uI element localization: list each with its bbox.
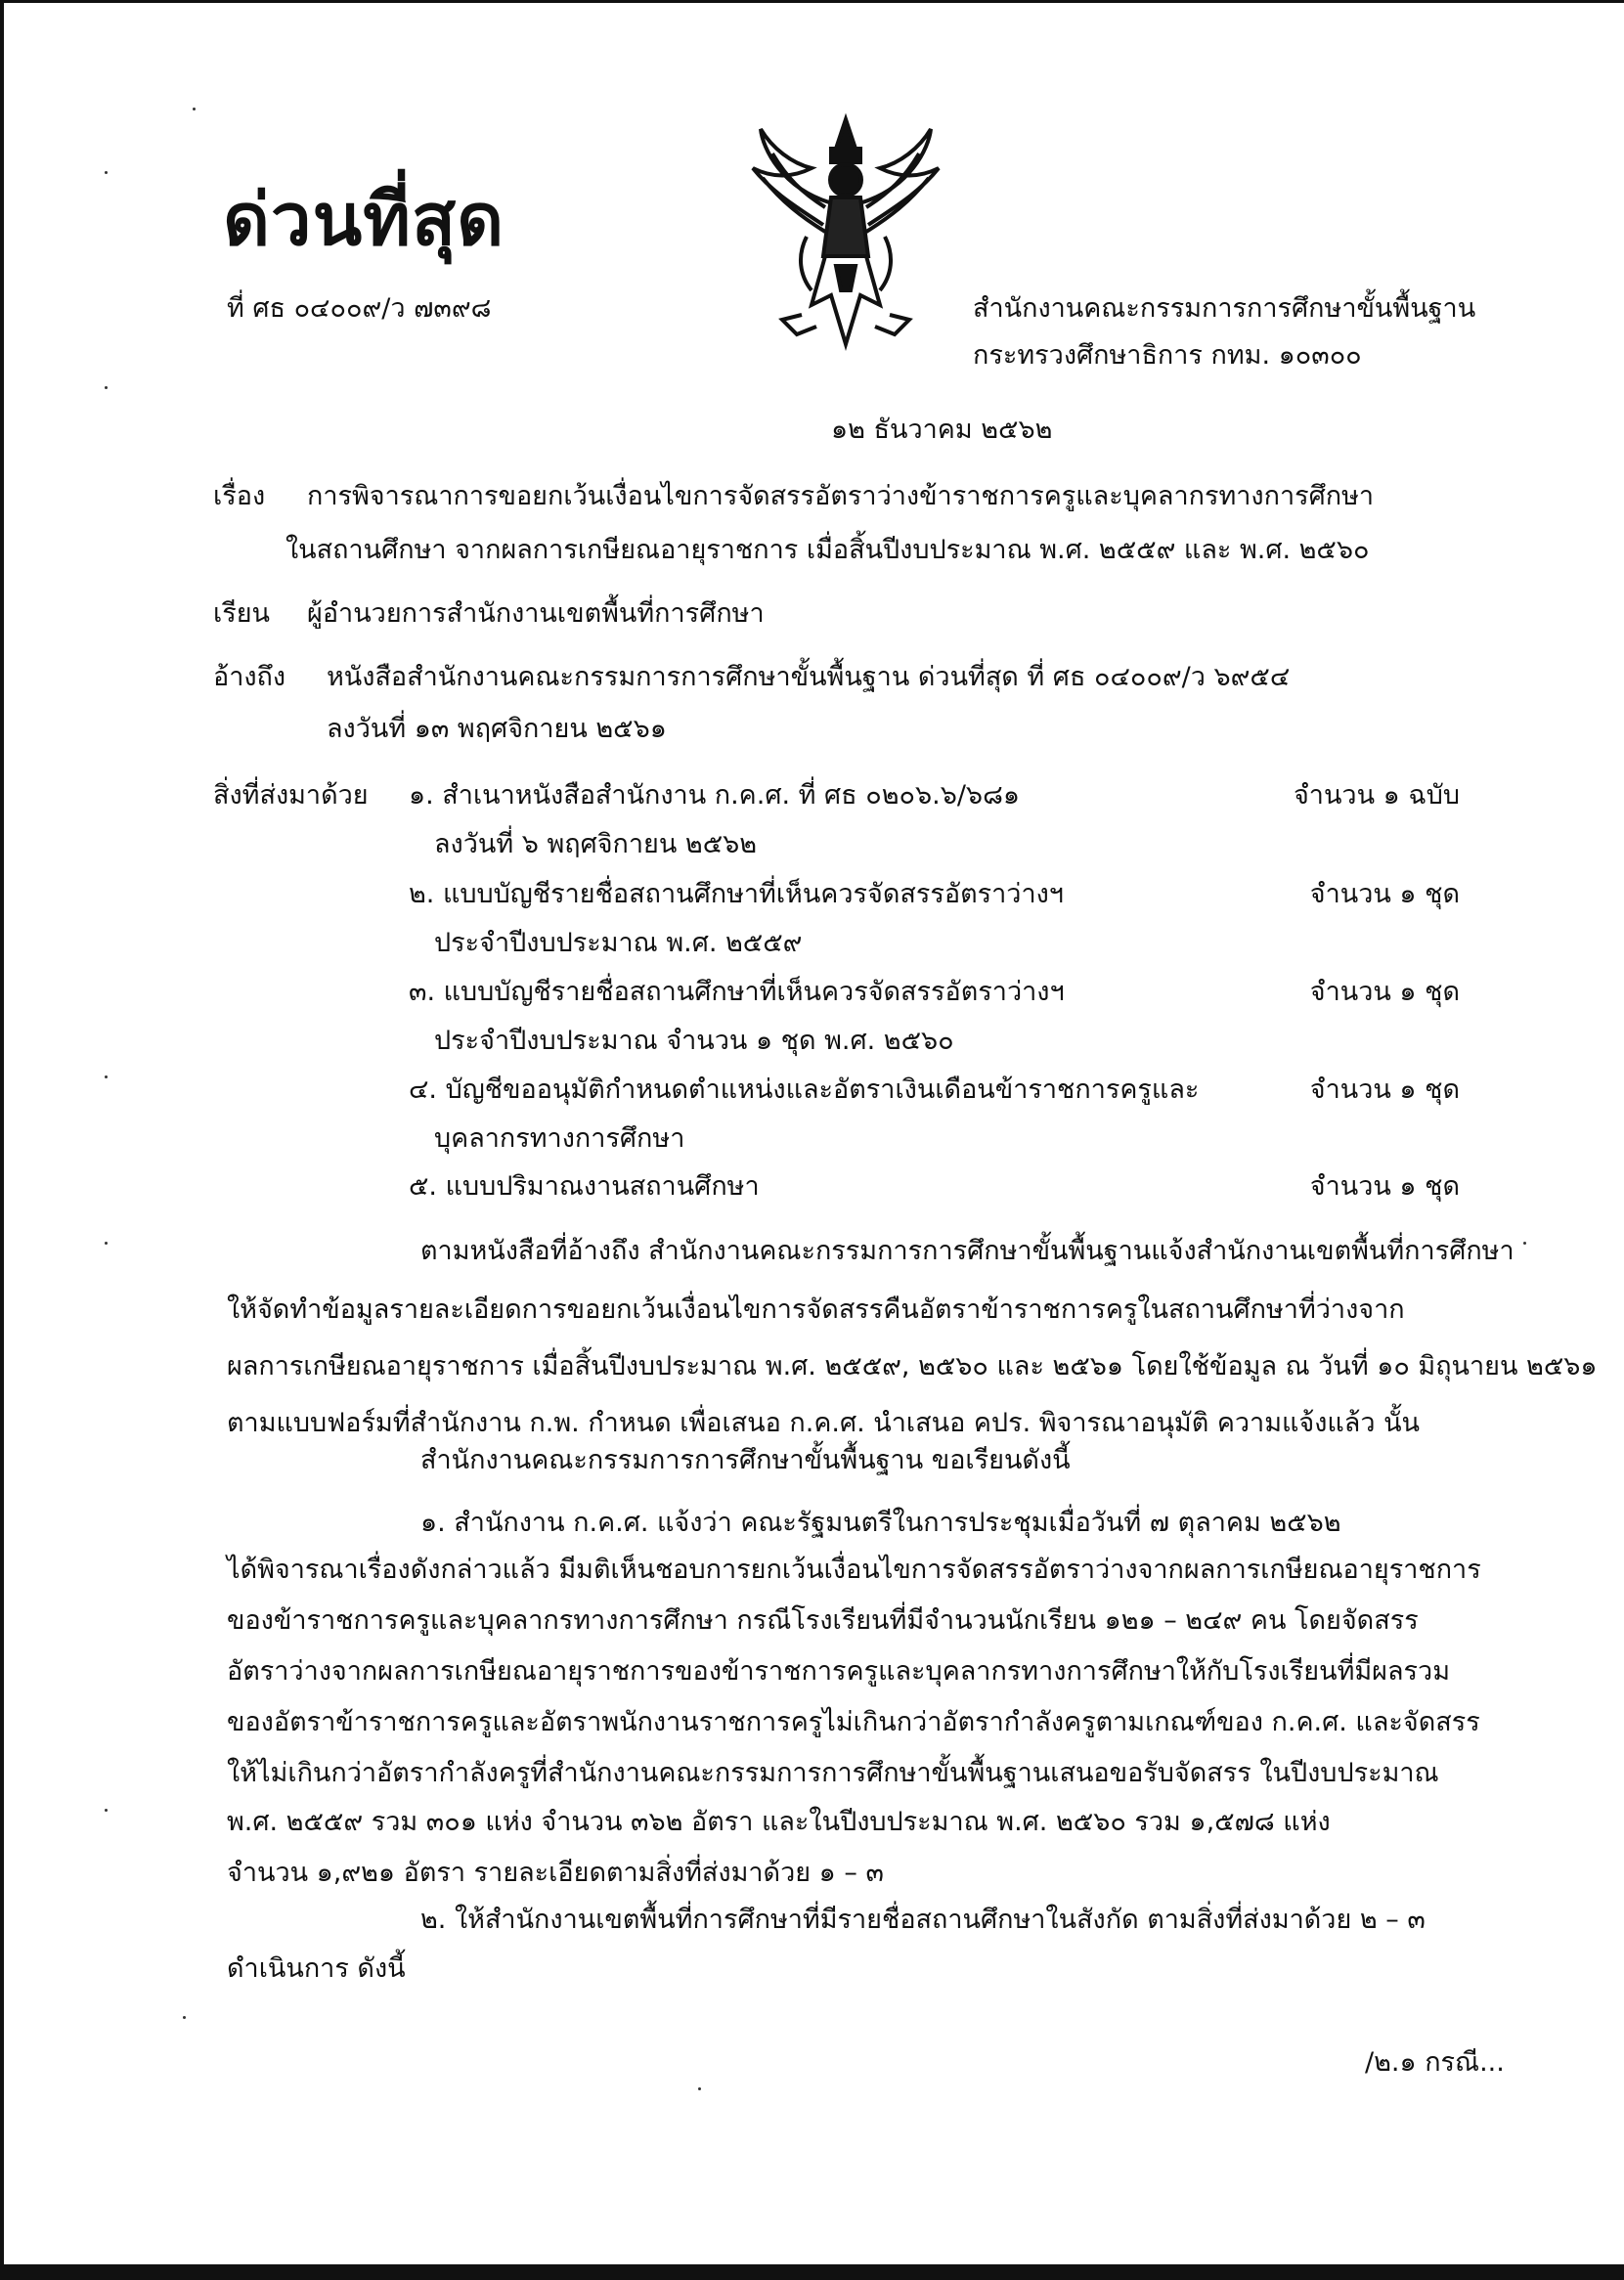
enclosure-item-1-line-2: ลงวันที่ ๖ พฤศจิกายน ๒๕๖๒ [434,829,758,859]
subject-line-1: การพิจารณาการขอยกเว้นเงื่อนไขการจัดสรรอัตราว่างข้าราชการครูและบุคลากรทางการศึกษา [307,481,1375,511]
body-para-2-line-7: พ.ศ. ๒๕๕๙ รวม ๓๐๑ แห่ง จำนวน ๓๖๒ อัตรา และในปีงบประมาณ พ.ศ. ๒๕๖๐ รวม ๑,๕๗๘ แห่ง [227,1807,1331,1837]
enclosure-item-2-line-1: ๒. แบบบัญชีรายชื่อสถานศึกษาที่เห็นควรจัดสรรอัตราว่างฯ [409,879,1064,909]
reference-line-2: ลงวันที่ ๑๓ พฤศจิกายน ๒๕๖๑ [327,714,667,744]
body-para-3-line-1: ๒. ให้สำนักงานเขตพื้นที่การศึกษาที่มีรายชื่อสถานศึกษาในสังกัด ตามสิ่งที่ส่งมาด้วย ๒ – ๓ [420,1905,1426,1935]
enclosures-label: สิ่งที่ส่งมาด้วย [213,780,369,811]
agency-address: กระทรวงศึกษาธิการ กทม. ๑๐๓๐๐ [973,340,1362,371]
scan-speck [1523,1242,1526,1245]
scan-speck [698,2087,701,2090]
enclosure-item-4-line-1: ๔. บัญชีขออนุมัติกำหนดตำแหน่งและอัตราเงินเดือนข้าราชการครูและ [409,1074,1200,1105]
enclosure-item-3-line-2: ประจำปีงบประมาณ จำนวน ๑ ชุด พ.ศ. ๒๕๖๐ [434,1026,954,1056]
scan-speck [105,171,108,174]
urgency-heading: ด่วนที่สุด [223,178,505,262]
addressee-text: ผู้อำนวยการสำนักงานเขตพื้นที่การศึกษา [307,598,765,629]
garuda-emblem-icon [743,110,948,354]
scan-speck [105,1809,108,1812]
enclosure-item-2-qty: จำนวน ๑ ชุด [1309,879,1460,909]
enclosure-item-3-line-1: ๓. แบบบัญชีรายชื่อสถานศึกษาที่เห็นควรจัดสรรอัตราว่างฯ [409,977,1065,1007]
enclosure-item-4-line-2: บุคลากรทางการศึกษา [434,1123,685,1154]
scan-speck [105,1075,108,1078]
body-para-1-line-2: ให้จัดทำข้อมูลรายละเอียดการขอยกเว้นเงื่อนไขการจัดสรรคืนอัตราข้าราชการครูในสถานศึกษาที่ว่างจาก [227,1294,1405,1325]
body-para-2-line-8: จำนวน ๑,๙๒๑ อัตรา รายละเอียดตามสิ่งที่ส่งมาด้วย ๑ – ๓ [227,1858,884,1888]
body-para-2-line-1: ๑. สำนักงาน ก.ค.ศ. แจ้งว่า คณะรัฐมนตรีในการประชุมเมื่อวันที่ ๗ ตุลาคม ๒๕๖๒ [420,1508,1341,1538]
enclosure-item-1-qty: จำนวน ๑ ฉบับ [1293,780,1460,811]
enclosure-item-4-qty: จำนวน ๑ ชุด [1309,1074,1460,1105]
scan-border-bottom [0,2264,1624,2280]
scan-speck [105,386,108,389]
addressee-label: เรียน [213,598,271,629]
scan-speck [193,108,196,110]
enclosure-item-2-line-2: ประจำปีงบประมาณ พ.ศ. ๒๕๕๙ [434,928,803,958]
scan-speck [105,1242,108,1245]
subject-line-2: ในสถานศึกษา จากผลการเกษียณอายุราชการ เมื่อสิ้นปีงบประมาณ พ.ศ. ๒๕๕๙ และ พ.ศ. ๒๕๖๐ [285,535,1370,565]
scan-speck [183,2016,186,2019]
enclosure-item-1-line-1: ๑. สำเนาหนังสือสำนักงาน ก.ค.ศ. ที่ ศธ ๐๒๐๖.๖/๖๘๑ [409,780,1021,811]
body-para-2-line-4: อัตราว่างจากผลการเกษียณอายุราชการของข้าราชการครูและบุคลากรทางการศึกษาให้กับโรงเรียนที่มีผลรวม [227,1656,1450,1687]
subject-label: เรื่อง [213,481,266,511]
enclosure-item-5-line-1: ๕. แบบปริมาณงานสถานศึกษา [409,1171,760,1202]
body-para-1-line-3: ผลการเกษียณอายุราชการ เมื่อสิ้นปีงบประมาณ พ.ศ. ๒๕๕๙, ๒๕๖๐ และ ๒๕๖๑ โดยใช้ข้อมูล ณ วันที่ ๑๐ มิถุนายน ๒๕๖๑ [227,1351,1598,1381]
scan-border-top [0,0,1624,3]
body-para-2-line-2: ได้พิจารณาเรื่องดังกล่าวแล้ว มีมติเห็นชอบการยกเว้นเงื่อนไขการจัดสรรอัตราว่างจากผลการเกษียณอายุราชการ [227,1555,1481,1585]
agency-name: สำนักงานคณะกรรมการการศึกษาขั้นพื้นฐาน [973,293,1476,324]
body-intro: สำนักงานคณะกรรมการการศึกษาขั้นพื้นฐาน ขอเรียนดังนี้ [420,1445,1071,1475]
body-para-2-line-6: ให้ไม่เกินกว่าอัตรากำลังครูที่สำนักงานคณะกรรมการการศึกษาขั้นพื้นฐานเสนอขอรับจัดสรร ในปีงบประมาณ [227,1758,1439,1788]
body-para-3-line-2: ดำเนินการ ดังนี้ [227,1953,406,1984]
enclosure-item-5-qty: จำนวน ๑ ชุด [1309,1171,1460,1202]
body-para-1-line-4: ตามแบบฟอร์มที่สำนักงาน ก.พ. กำหนด เพื่อเสนอ ก.ค.ศ. นำเสนอ คปร. พิจารณาอนุมัติ ความแจ้งแล้ว นั้น [227,1408,1421,1438]
reference-line-1: หนังสือสำนักงานคณะกรรมการการศึกษาขั้นพื้นฐาน ด่วนที่สุด ที่ ศธ ๐๔๐๐๙/ว ๖๙๕๔ [327,662,1291,692]
document-date: ๑๒ ธันวาคม ๒๕๖๒ [831,415,1053,445]
body-para-2-line-5: ของอัตราข้าราชการครูและอัตราพนักงานราชการครูไม่เกินกว่าอัตรากำลังครูตามเกณฑ์ของ ก.ค.ศ. และจัดสรร [227,1707,1480,1737]
body-para-1-line-1: ตามหนังสือที่อ้างถึง สำนักงานคณะกรรมการการศึกษาขั้นพื้นฐานแจ้งสำนักงานเขตพื้นที่การศึกษา [420,1236,1514,1266]
document-number: ที่ ศธ ๐๔๐๐๙/ว ๗๓๙๘ [227,293,492,324]
enclosure-item-3-qty: จำนวน ๑ ชุด [1309,977,1460,1007]
reference-label: อ้างถึง [213,662,286,692]
scan-border-left [0,0,4,2280]
continuation-marker: /๒.๑ กรณี... [1365,2047,1505,2078]
body-para-2-line-3: ของข้าราชการครูและบุคลากรทางการศึกษา กรณีโรงเรียนที่มีจำนวนนักเรียน ๑๒๑ – ๒๔๙ คน โดยจัดสรร [227,1605,1419,1636]
